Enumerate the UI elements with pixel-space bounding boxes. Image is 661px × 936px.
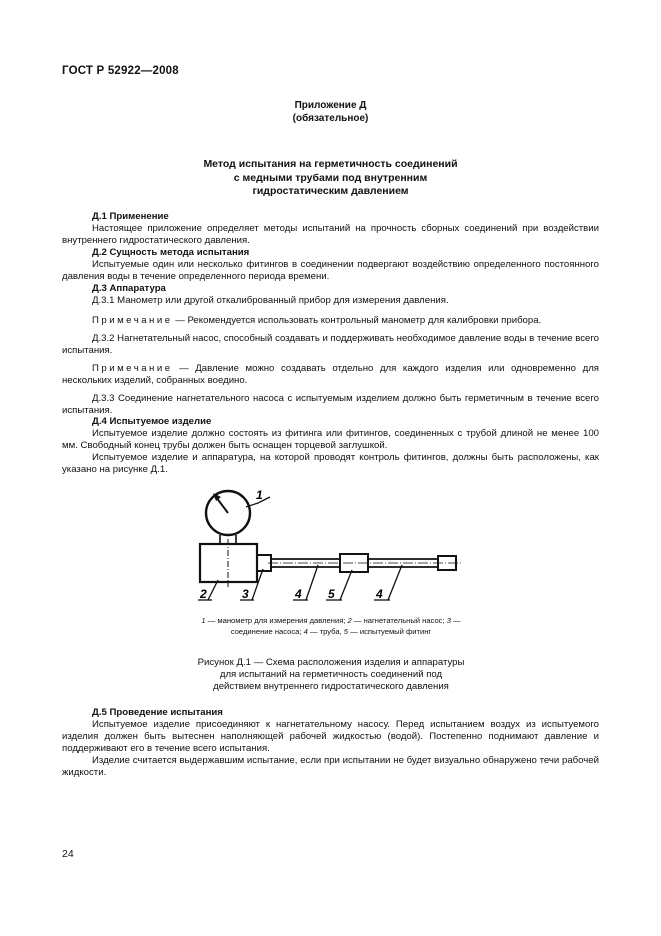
annex-title: Приложение Д — [294, 100, 367, 111]
section-d31-text: Д.3.1 Манометр или другой откалиброванный прибор для измерения давления. — [92, 295, 449, 306]
section-d4-text-1: Испытуемое изделие должно состоять из фитинга или фитингов, соединенных с трубой длиной не менее 100 мм. Свободный конец трубы должен быть оснащен торцевой заглушкой. — [62, 428, 599, 451]
standard-header: ГОСТ Р 52922—2008 — [62, 65, 179, 77]
legend-text-4: — труба, — [307, 627, 344, 636]
section-d2-text: Испытуемые один или несколько фитингов в соединении подвергают воздействию определенного постоянного давления воды в течение определенного периода времени. — [62, 259, 599, 282]
section-d5-text-2: Изделие считается выдержавшим испытание, если при испытании не будет визуально обнаружено течи рабочей жидкости. — [62, 755, 599, 778]
legend-num-4: 4 — [303, 627, 308, 636]
legend-text-2: — нагнетательный насос; — [351, 616, 447, 625]
title-line-2: с медными трубами под внутренним — [233, 171, 428, 184]
figure-label-2: 2 — [200, 587, 207, 601]
note-2 — [62, 363, 599, 387]
leader-4b — [388, 565, 402, 600]
section-d1-heading: Д.1 Применение — [92, 211, 169, 222]
annex-main-title — [62, 158, 599, 199]
section-d33-text: Д.3.3 Соединение нагнетательного насоса с испытуемым изделием должно быть герметичным в течение всего испытания. — [62, 393, 599, 416]
legend-text-3: — соединение насоса; — [230, 616, 461, 636]
section-d2-heading: Д.2 Сущность метода испытания — [92, 247, 250, 258]
note-1-label: Примечание — [92, 315, 173, 326]
legend-num-3: 3 — [446, 616, 451, 625]
legend-text-1: — манометр для измерения давления; — [205, 616, 348, 625]
legend-text-5: — испытуемый фитинг — [348, 627, 432, 636]
figure-legend — [190, 615, 472, 637]
section-d4-heading: Д.4 Испытуемое изделие — [92, 416, 212, 427]
legend-num-2: 2 — [347, 616, 352, 625]
annex-heading — [62, 99, 599, 125]
note-1 — [62, 315, 599, 327]
note-2-text: — Давление можно создавать отдельно для каждого изделия или одновременно для нескольких изделий, собранных воедино. — [62, 363, 599, 386]
section-d4-text-2: Испытуемое изделие и аппаратура, на которой проводят контроль фитингов, должны быть расположены, как указано на рисунке Д.1. — [62, 452, 599, 475]
annex-status: (обязательное) — [292, 113, 369, 124]
section-d3-heading: Д.3 Аппаратура — [92, 283, 166, 294]
section-d32-text: Д.3.2 Нагнетательный насос, способный создавать и поддерживать необходимое давление воды в течение всего испытания. — [62, 333, 599, 356]
section-d5-text-1: Испытуемое изделие присоединяют к нагнетательному насосу. Перед испытанием воздух из испытуемого изделия должен быть вытеснен наполняющей рабочей жидкостью (водой). Постепенно поднимают давление и поддерживают его в течение всего испытания. — [62, 719, 599, 754]
page-number: 24 — [62, 848, 74, 860]
figure-caption: Рисунок Д.1 — Схема расположения изделия и аппаратуры для испытаний на герметичность соединений под действием внутреннего гидростатического давления — [197, 657, 465, 692]
note-2-label: Примечание — [92, 363, 173, 374]
leader-4a — [306, 565, 318, 600]
figure-label-5: 5 — [328, 587, 335, 601]
figure-d1-diagram — [180, 483, 470, 608]
section-d1-text: Настоящее приложение определяет методы испытаний на прочность сборных соединений при воздействии внутреннего гидростатического давления. — [62, 223, 599, 246]
figure-label-4a: 4 — [295, 587, 302, 601]
manometer-gauge — [206, 491, 250, 544]
figure-label-1: 1 — [256, 488, 263, 502]
title-line-3: гидростатическим давлением — [252, 185, 409, 197]
figure-label-3: 3 — [242, 587, 249, 601]
title-line-1: Метод испытания на герметичность соединений — [203, 158, 458, 170]
section-d5-heading: Д.5 Проведение испытания — [92, 707, 223, 718]
legend-num-5: 5 — [343, 627, 349, 636]
leader-5 — [340, 570, 352, 600]
figure-label-4b: 4 — [376, 587, 383, 601]
legend-num-1: 1 — [201, 616, 206, 625]
note-1-text: — Рекомендуется использовать контрольный манометр для калибровки прибора. — [172, 315, 542, 326]
